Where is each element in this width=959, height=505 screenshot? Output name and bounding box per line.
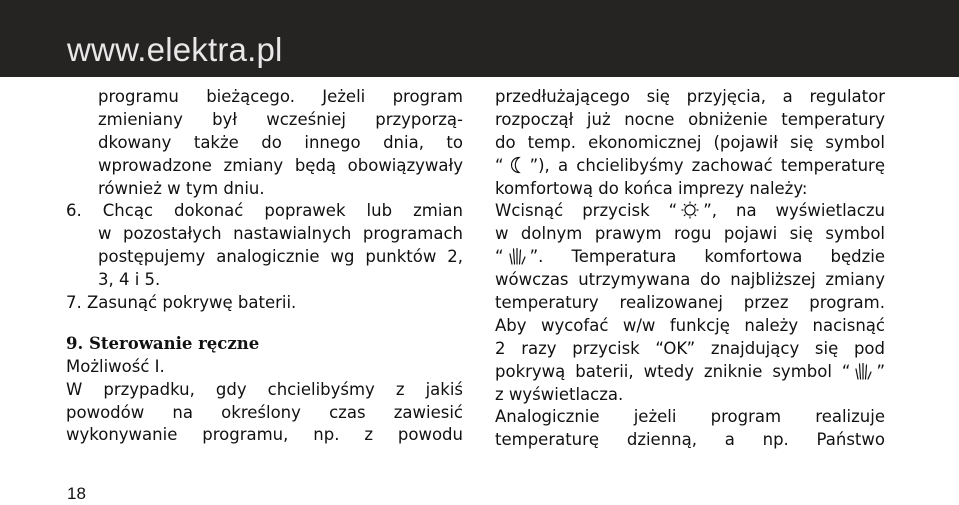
paragraph-line: Wcisnąć przycisk “ ”, na wyświetlaczu (495, 201, 885, 221)
website-url: www.elektra.pl (67, 31, 283, 68)
list-item-6-line: 3, 4 i 5. (98, 270, 161, 290)
hand-icon (850, 362, 876, 380)
right-column (495, 86, 885, 452)
paragraph-line: w dolnym prawym rogu pojawi się symbol (495, 224, 885, 244)
paragraph-line: zmieniany był wcześniej przyporzą- (98, 109, 463, 129)
header-bar (0, 0, 959, 77)
page-number: 18 (67, 484, 86, 503)
hand-icon (504, 247, 530, 265)
paragraph-line: do temp. ekonomicznej (pojawił się symbol (495, 132, 885, 152)
paragraph-line: Analogicznie jeżeli program realizuje (495, 407, 885, 427)
paragraph-line: 2 razy przycisk “OK” znajdujący się pod (495, 338, 885, 358)
paragraph-line: wprowadzone zmiany będą obowiązywały (98, 155, 463, 175)
section-heading: 9. Sterowanie ręczne (66, 333, 260, 353)
paragraph-line: również w tym dniu. (98, 178, 265, 198)
subheading: Możliwość I. (66, 356, 165, 376)
list-item-6-line: w pozostałych nastawialnych programach (98, 224, 463, 244)
paragraph-line: temperaturę dzienną, a np. Państwo (495, 430, 885, 450)
left-column (66, 86, 463, 447)
moon-icon (504, 156, 530, 174)
paragraph-line: pokrywą baterii, wtedy zniknie symbol “ ” (495, 361, 885, 381)
paragraph-line: przedłużającego się przyjęcia, a regulator (495, 87, 885, 106)
sun-icon (677, 201, 703, 219)
paragraph-line: komfortową do końca imprezy należy: (495, 178, 808, 198)
paragraph-line: dkowany także do innego dnia, to (98, 132, 463, 152)
paragraph-line: “ ”), a chcielibyśmy zachować temperaturę (495, 155, 885, 175)
paragraph-line: powodów na określony czas zawiesić (66, 402, 463, 422)
paragraph-line: W przypadku, gdy chcielibyśmy z jakiś (66, 379, 463, 399)
paragraph-line: z wyświetlacza. (495, 384, 624, 404)
paragraph-line: “ ”. Temperatura komfortowa będzie (495, 247, 885, 267)
list-item-7: 7. Zasunąć pokrywę baterii. (66, 293, 297, 313)
paragraph-line: wówczas utrzymywana do najbliższej zmiany (495, 270, 885, 290)
paragraph-line: programu bieżącego. Jeżeli program (98, 87, 463, 106)
paragraph-line: Aby wycofać w/w funkcję należy nacisnąć (495, 315, 885, 335)
paragraph-line: rozpoczął już nocne obniżenie temperatury (495, 109, 885, 129)
list-item-6: 6. Chcąc dokonać poprawek lub zmian (66, 201, 463, 221)
paragraph-line: temperatury realizowanej przez program. (495, 293, 885, 313)
list-item-6-line: postępujemy analogicznie wg punktów 2, (98, 247, 463, 267)
paragraph-line: wykonywanie programu, np. z powodu (66, 425, 463, 445)
